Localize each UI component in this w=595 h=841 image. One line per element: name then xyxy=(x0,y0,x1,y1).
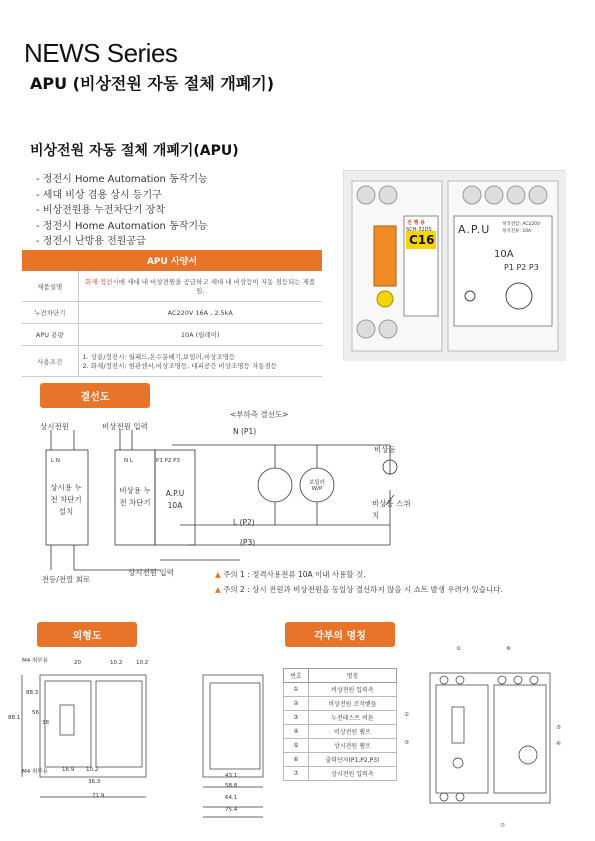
spec-value xyxy=(78,346,322,377)
warning-icon: ▲ xyxy=(215,570,224,579)
apu-label: A.P.U xyxy=(458,223,491,236)
parts-badge: 각부의 명칭 xyxy=(285,622,395,647)
col-header: 명칭 xyxy=(308,669,396,683)
normal-power-label: 상시전원 xyxy=(40,422,69,431)
table-row xyxy=(284,683,397,697)
breaker1-terminals: L N xyxy=(51,458,60,464)
callout-3: ③ xyxy=(404,740,409,746)
feature-list xyxy=(36,172,208,250)
part-no: ⑤ xyxy=(284,739,309,753)
part-name: 비상전원 입력측 xyxy=(308,683,396,697)
emergency-switch-label: 비상등 스위치 xyxy=(372,499,411,520)
dim-label: 64.1 xyxy=(225,795,238,801)
apu-current: 정격전류: 10A xyxy=(502,229,532,234)
spec-key: 제품설명 xyxy=(22,271,78,302)
dim-label: 20 xyxy=(74,660,81,666)
parts-drawing xyxy=(410,645,580,830)
part-name: 비상전원 조작핸들 xyxy=(308,697,396,711)
spec-key: APU 용량 xyxy=(22,324,78,346)
parts-table xyxy=(283,668,397,781)
note-2 xyxy=(215,584,503,595)
note-2-text: 주의 2 : 상시 전원과 비상전원을 동일상 결선하지 않을 시 쇼트 발생 우려가 있습니다. xyxy=(223,585,503,594)
spec-value-text: 에 세대 내 비상전원을 공급하고 세대 내 비상등이 자동 점등되는 제품임. xyxy=(118,278,316,295)
section-title: 비상전원 자동 절체 개폐기(APU) xyxy=(30,143,239,159)
table-row xyxy=(284,711,397,725)
breaker1-label: 상시용 누전 차단기 설치 xyxy=(50,483,82,516)
part-name: 출력단자(P1,P2,P3) xyxy=(308,753,396,767)
series-title: NEWS Series xyxy=(24,38,178,68)
spec-value-line: 2. 화재/정전시: 현관센서,비상조명등, 대피공간 비상조명등 자동점등 xyxy=(82,362,278,370)
callout-2: ② xyxy=(404,712,409,718)
breaker-rating: C16 xyxy=(409,233,435,247)
table-row xyxy=(22,302,322,324)
spec-key: 사용조건 xyxy=(22,346,78,377)
outline-drawing xyxy=(0,645,280,835)
table-row xyxy=(284,697,397,711)
spec-value: AC220V 16A , 2.5kA xyxy=(78,302,322,324)
part-name: 비상전원 램프 xyxy=(308,725,396,739)
dim-label: 88.3 xyxy=(26,690,39,696)
callout-6: ⑥ xyxy=(506,646,511,652)
part-no: ② xyxy=(284,697,309,711)
dim-label: 88.1 xyxy=(8,715,21,721)
spec-table xyxy=(22,250,322,377)
apu-voltage: 정격전압: AC220V xyxy=(502,222,541,227)
part-name: 상시전원 입력측 xyxy=(308,767,396,781)
boiler-label: 보일러 W/P xyxy=(309,480,325,492)
p3-line-label: (P3) xyxy=(240,538,256,547)
dim-label: 75.4 xyxy=(225,807,238,813)
apu-rated: 10A xyxy=(494,249,514,260)
callout-4: ④ xyxy=(556,741,561,747)
breaker-model: SCH-32DS xyxy=(406,227,432,233)
emergency-light-label: 비상등 xyxy=(374,445,396,454)
outline-badge: 외형도 xyxy=(37,622,137,647)
dim-label: 36.3 xyxy=(88,779,101,785)
part-no: ⑦ xyxy=(284,767,309,781)
part-name: 상시전원 램프 xyxy=(308,739,396,753)
part-no: ⑥ xyxy=(284,753,309,767)
m4-bottom-label: M4 취부용 xyxy=(22,769,48,775)
n-line-label: N (P1) xyxy=(233,427,257,436)
dim-label: 56 xyxy=(32,710,39,716)
l-line-label: L (P2) xyxy=(233,518,255,527)
callout-1: ① xyxy=(456,646,461,652)
breaker2-terminals: N L xyxy=(124,458,133,464)
feature-item: - 정전시 난방용 전원공급 xyxy=(36,236,146,247)
dim-label: 58.8 xyxy=(225,783,238,789)
note-1-text: 주의 1 : 정격사용전류 10A 이내 사용할 것. xyxy=(223,570,366,579)
feature-item: - 세대 비상 겸용 상시 등기구 xyxy=(36,189,162,201)
feature-item: - 정전시 Home Automation 동작기능 xyxy=(36,174,208,185)
apu-terminals: P1 P2 P3 xyxy=(504,263,539,272)
part-no: ④ xyxy=(284,725,309,739)
spec-value-line: 1. 상용/정전시: 월패드,온수분배기,보일러,비상조명등 xyxy=(82,353,236,361)
table-row xyxy=(22,324,322,346)
table-row xyxy=(22,346,322,377)
spec-caption: APU 사양서 xyxy=(22,250,322,271)
spec-key: 누전차단기 xyxy=(22,302,78,324)
wiring-badge: 결선도 xyxy=(40,383,150,408)
part-name: 누전테스트 버튼 xyxy=(308,711,396,725)
dim-label: 10.2 xyxy=(136,660,149,666)
table-header-row xyxy=(284,669,397,683)
table-row xyxy=(284,739,397,753)
col-header: 번호 xyxy=(284,669,309,683)
breaker2-label: 비상용 누전 차단기 xyxy=(119,486,151,507)
table-row xyxy=(22,271,322,302)
spec-value-highlight: 화재·정전시 xyxy=(85,278,119,286)
table-row xyxy=(284,767,397,781)
normal-input-label: 상시전원 입력 xyxy=(128,568,174,577)
product-title: APU (비상전원 자동 절체 개폐기) xyxy=(30,74,275,93)
spec-value: 10A (릴레이) xyxy=(78,324,322,346)
feature-item: - 비상전원용 누전차단기 장착 xyxy=(36,205,166,216)
table-row xyxy=(284,725,397,739)
table-row xyxy=(284,753,397,767)
spec-value xyxy=(78,271,322,302)
warning-icon: ▲ xyxy=(215,585,224,594)
load-side-title: <부하측 결선도> xyxy=(230,410,289,419)
product-photo xyxy=(343,170,565,360)
breaker-top-label: 전 행 용 xyxy=(407,220,425,226)
note-1 xyxy=(215,569,366,580)
dim-label: 16.9 xyxy=(62,767,75,773)
lighting-circuit-label: 전등/전열 회로 xyxy=(41,575,91,584)
dim-label: 10.2 xyxy=(86,767,99,773)
dim-label: 71.9 xyxy=(92,793,105,799)
dim-label: 43.1 xyxy=(225,773,238,779)
callout-7: ⑦ xyxy=(500,823,505,829)
feature-item: - 정전시 Home Automation 동작기능 xyxy=(36,220,208,232)
m4-top-label: M4 취부용 xyxy=(22,658,48,664)
apu-block-label: A.P.U 10A xyxy=(165,489,185,510)
part-no: ① xyxy=(284,683,309,697)
part-no: ③ xyxy=(284,711,309,725)
emergency-input-label: 비상전원 입력 xyxy=(102,422,148,431)
apu-terminals-label: P1 P2 P3 xyxy=(156,458,180,464)
callout-5: ⑤ xyxy=(556,725,561,731)
dim-label: 10.2 xyxy=(110,660,123,666)
dim-label: 38 xyxy=(42,720,49,726)
